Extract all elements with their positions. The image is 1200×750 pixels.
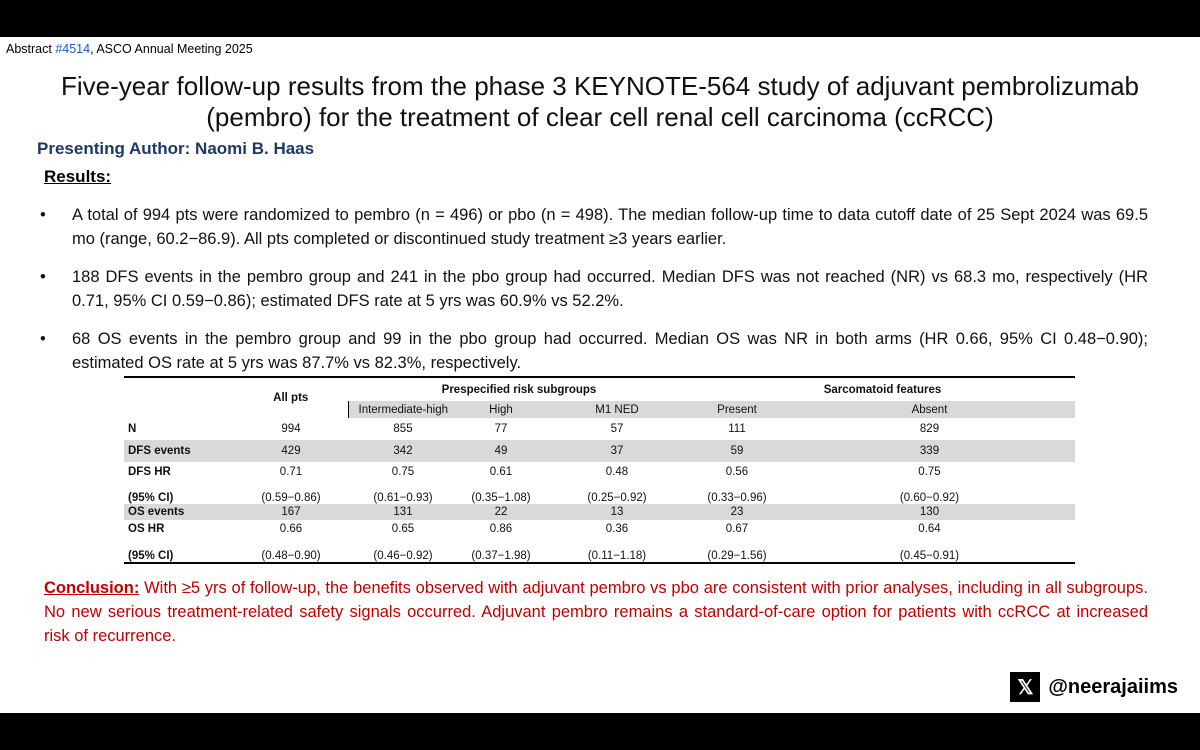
table-row [124,462,1075,482]
social-handle[interactable] [1010,671,1178,703]
row-label: OS events [124,504,234,520]
col-header-present: Present [690,401,784,418]
table-cell: 0.61 [489,466,513,478]
table-cell: 131 [348,504,458,520]
x-logo-icon: 𝕏 [1010,672,1040,702]
results-bullet [40,203,1148,251]
abstract-prefix: Abstract [6,42,56,56]
col-header-all-pts: All pts [234,377,348,418]
bullet-text: 68 OS events in the pembro group and 99 in the pbo group had occurred. Median OS was NR in both arms (HR 0.66, 95% CI 0.48−0.90); estimated OS rate at 5 yrs was 87.7% vs 82.3%, respectively. [72,330,1148,372]
results-bullet [40,327,1148,375]
col-group-risk-subgroups: Prespecified risk subgroups [348,377,690,401]
table-cell: 23 [690,504,784,520]
conclusion-text: With ≥5 yrs of follow-up, the benefits observed with adjuvant pembro vs pbo are consistent with prior analyses, including in all subgroups. No new serious treatment-related safety signals occurred. Adjuvant pembro remains a standard-of-care option for patients with ccRCC at increased risk of recurrence. [44,579,1148,645]
row-label: (95% CI) [128,492,174,504]
table-cell: 429 [234,440,348,462]
results-heading: Results: [44,167,112,186]
table-corner [124,377,234,401]
abstract-hashtag-link[interactable]: #4514 [55,42,91,56]
row-label: DFS HR [128,466,171,478]
results-table [124,376,1075,564]
table-cell: (0.45−0.91) [784,537,1075,563]
abstract-suffix: , ASCO Annual Meeting 2025 [90,42,253,56]
table-cell: 0.56 [725,466,749,478]
table-cell: 855 [393,423,413,435]
table-cell: 829 [919,423,940,435]
table-cell: 111 [728,423,746,435]
table-cell: 13 [544,504,690,520]
handle-text: @neerajaiims [1048,675,1178,698]
table-cell: 0.66 [279,522,303,535]
table-corner [124,401,234,418]
table-cell: (0.35−1.08) [471,492,531,504]
table-cell: 77 [494,423,508,435]
bullet-text: A total of 994 pts were randomized to pembro (n = 496) or pbo (n = 498). The median follow-up time to data cutoff date of 25 Sept 2024 was 69.5 mo (range, 60.2−86.9). All pts completed or discontinued study treatment ≥3 years earlier. [72,206,1148,248]
table-cell: 57 [610,423,624,435]
abstract-line [6,42,253,56]
table-cell: 0.86 [489,522,513,535]
table-cell: (0.25−0.92) [587,492,647,504]
col-group-sarcomatoid: Sarcomatoid features [690,377,1075,401]
slide-title: Five-year follow-up results from the phase 3 KEYNOTE-564 study of adjuvant pembrolizumab (pembro) for the treatment of clear cell renal cell carcinoma (ccRCC) [60,71,1140,132]
conclusion-label: Conclusion: [44,579,140,597]
table-cell: 167 [234,504,348,520]
table-cell: 22 [458,504,544,520]
table-cell: (0.29−1.56) [690,537,784,563]
table-row [124,537,1075,563]
table-row [124,504,1075,520]
table-cell: 37 [544,440,690,462]
table-cell: 0.67 [725,522,749,535]
table-cell: 0.36 [605,522,629,535]
table-row [124,418,1075,440]
slide [0,37,1200,713]
table-cell: (0.33−0.96) [707,492,767,504]
row-label: DFS events [124,440,234,462]
table-cell: (0.59−0.86) [261,492,321,504]
table-cell: 339 [784,440,1075,462]
conclusion-paragraph [44,576,1148,648]
bullet-dot: • [40,206,46,224]
table-row [124,520,1075,537]
bullet-dot: • [40,330,46,348]
col-header-m1-ned: M1 NED [544,401,690,418]
table-cell: (0.11−1.18) [544,537,690,563]
table-cell: 49 [458,440,544,462]
table-cell: 0.48 [605,466,629,478]
table-group-header-row [124,377,1075,401]
bullet-text: 188 DFS events in the pembro group and 241 in the pbo group had occurred. Median DFS was not reached (NR) vs 68.3 mo, respectively (HR 0.71, 95% CI 0.59−0.86); estimated DFS rate at 5 yrs was 60.9% vs 52.2%. [72,268,1148,310]
table-row [124,440,1075,462]
col-header-high: High [458,401,544,418]
row-label: N [128,423,137,435]
table-cell: 130 [784,504,1075,520]
table-cell: 0.75 [918,466,941,478]
row-label: OS HR [128,522,165,535]
col-header-absent: Absent [784,401,1075,418]
table-cell: 0.64 [918,522,941,535]
col-header-intermediate-high: Intermediate-high [348,401,458,418]
row-label: (95% CI) [124,537,234,563]
results-bullet [40,265,1148,313]
table-cell: 0.65 [391,522,415,535]
table-cell: (0.48−0.90) [234,537,348,563]
table-cell: 994 [281,423,301,435]
table-cell: 0.75 [391,466,415,478]
table-row [124,482,1075,504]
presenting-author: Presenting Author: Naomi B. Haas [37,139,315,158]
table-cell: (0.37−1.98) [458,537,544,563]
table-cell: (0.60−0.92) [899,492,960,504]
table-cell: 342 [348,440,458,462]
bullet-dot: • [40,268,46,286]
table-cell: (0.46−0.92) [348,537,458,563]
table-cell: 0.71 [279,466,303,478]
table-cell: (0.61−0.93) [373,492,433,504]
table-cell: 59 [690,440,784,462]
